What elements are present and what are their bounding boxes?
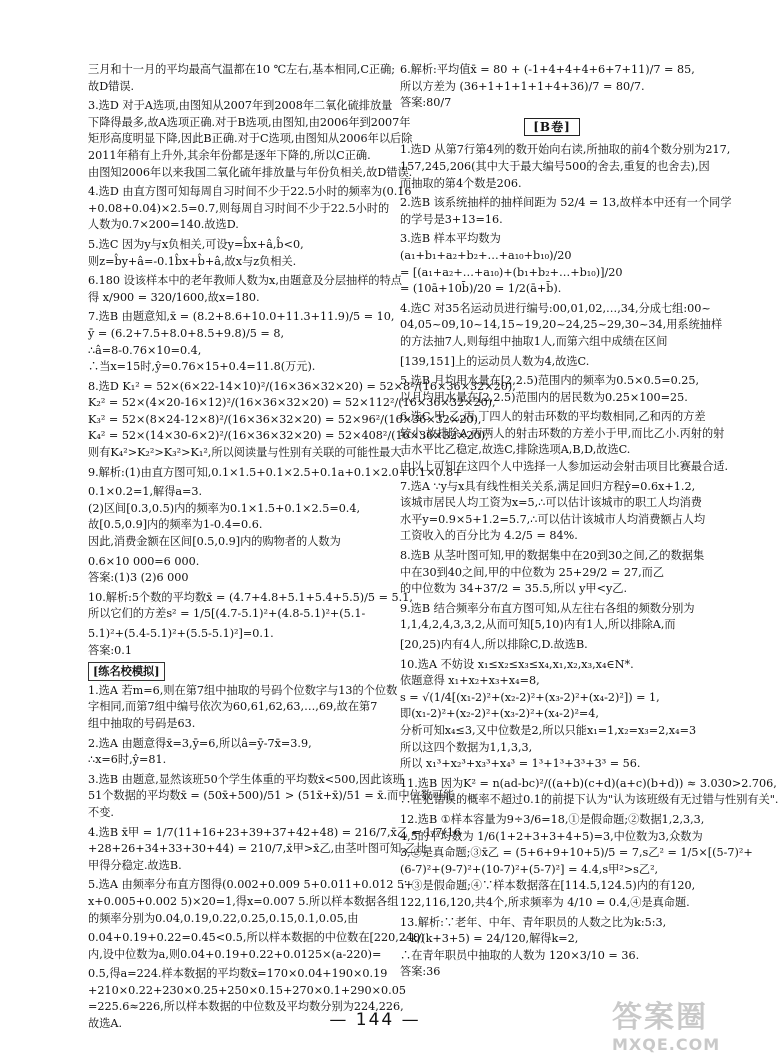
answer-line: 内,设中位数为a,则0.04+0.19+0.22+0.0125×(a-220)= — [88, 947, 382, 961]
answer-line: 答案:(1)3 (2)6 000 — [88, 571, 189, 585]
answer-line: ∴â=8-0.76×10=0.4, — [88, 343, 202, 357]
answer-line: x+0.005+0.002 5)×20=1,得x=0.007 5.所以样本数据各组 — [88, 894, 399, 908]
answer-line: s = √(1/4[(x₁-2)²+(x₂-2)²+(x₃-2)²+(x₄-2)²]) = 1, — [400, 690, 660, 704]
answer-line: 12.选B ①样本容量为9÷3/6=18,①是假命题;②数据1,2,3,3, — [400, 812, 705, 826]
answer-line: [139,151]上的运动员人数为4,故选C. — [400, 354, 590, 368]
answer-line: 3.选D 对于A选项,由图知从2007年到2008年二氧化硫排放量 — [88, 99, 393, 113]
answer-line: 答案:80/7 — [400, 96, 452, 110]
answer-line: 0.1×0.2=1,解得a=3. — [88, 485, 203, 499]
answer-line: 的中位数为 34+37/2 = 35.5,所以 y甲<y乙. — [400, 582, 628, 596]
answer-line: 2.选B 该系统抽样的抽样间距为 52/4 = 13,故样本中还有一个同学 — [400, 196, 732, 210]
page-number: — 144 — — [329, 1010, 421, 1030]
answer-line: +0.08+0.04)×2.5=0.7,则每周自习时间不少于22.5小时的 — [88, 201, 390, 215]
answer-line: 7.选B 由题意知,x̄ = (8.2+8.6+10.0+11.3+11.9)/5 = 10, — [88, 310, 395, 324]
answer-line: 3.选B 由题意,显然该班50个学生体重的平均数x̄<500,因此该班 — [88, 772, 404, 786]
answer-line: 较小,故排除A,丙两人的射击环数的方差小于甲,而比乙小.丙射的射 — [400, 426, 725, 440]
answer-line: 字相同,而第7组中编号依次为60,61,62,63,…,69,故在第7 — [88, 700, 378, 714]
section-heading-mock: [练名校模拟] — [88, 662, 165, 681]
answer-line: 以月均用水量在[2,2.5)范围内的居民数为0.25×100=25. — [400, 390, 688, 404]
right-answers-part2 — [400, 142, 778, 981]
answer-line: 51个数据的平均数x̄ = (50x̄+500)/51 > (51x̄+x̄)/51 = x̄.而中位数可能 — [88, 789, 455, 803]
answer-line: 6.选C 甲,乙,丙,丁四人的射击环数的平均数相同,乙和丙的方差 — [400, 410, 706, 424]
answer-line: 4.选C 对35名运动员进行编号:00,01,02,…,34,分成七组:00~ — [400, 301, 711, 315]
answer-line: K₃² = 52×(8×24-12×8)²/(16×36×32×20) = 52×96²/(16×36×32×20), — [88, 412, 482, 426]
answer-line: 故选A. — [88, 1017, 123, 1031]
answer-line: 3.选B 样本平均数为 — [400, 232, 501, 246]
watermark-line2: MXQE.COM — [612, 1035, 721, 1054]
answer-line: 4.选D 由直方图可知每周自习时间不少于22.5小时的频率为(0.16 — [88, 185, 412, 199]
answer-line: 0.5,得a=224.样本数据的平均数x̄=170×0.04+190×0.19 — [88, 967, 388, 981]
answer-line: =225.6≈226,所以样本数据的中位数及平均数分别为224,226, — [88, 1000, 404, 1014]
answer-line: 的方法抽7人,则每组中抽取1人,而第六组中成绩在区间 — [400, 334, 668, 348]
answer-line: 1.选D 从第7行第4列的数开始向右读,所抽取的前4个数分别为217, — [400, 143, 731, 157]
watermark-logo — [612, 1000, 742, 1058]
answer-line: 则有K₄²>K₂²>K₃²>K₁²,所以阅读量与性别有关联的可能性最大. — [88, 446, 406, 460]
answer-line: (2)区间[0.3,0.5)内的频率为0.1×1.5+0.1×2.5=0.4, — [88, 501, 361, 515]
answer-line: 8.选D K₁² = 52×(6×22-14×10)²/(16×36×32×20) = 52×8²/(16×36×32×20), — [88, 379, 516, 393]
answer-line: 2011年稍有上升外,其余年份都是逐年下降的,所以C正确. — [88, 148, 371, 162]
answer-line: 6.解析:平均值x̄ = 80 + (-1+4+4+4+6+7+11)/7 = 85, — [400, 63, 695, 76]
answer-line: 157,245,206(其中大于最大编号500的舍去,重复的也舍去),因 — [400, 159, 710, 173]
answer-line: 组中抽取的号码是63. — [88, 716, 196, 730]
answer-line: 矩形高度明显下降,因此B正确.对于C选项,由图知从2006年以后除 — [88, 132, 413, 146]
answer-line: ∴在犯错误的概率不超过0.1的前提下认为"认为该班级有无过错与性别有关". — [400, 793, 778, 807]
right-column — [400, 62, 778, 981]
section-heading-b: [B卷] — [524, 118, 580, 137]
answer-line: ∴当x=15时,ŷ=0.76×15+0.4=11.8(万元). — [88, 360, 316, 374]
answer-line: 9.解析:(1)由直方图可知,0.1×1.5+0.1×2.5+0.1a+0.1×2.0+0.1×0.8+ — [88, 465, 463, 479]
answer-line: ∴在青年职员中抽取的人数为 120×3/10 = 36. — [400, 948, 640, 962]
answer-line: 所以方差为 (36+1+1+1+1+4+36)/7 = 80/7. — [400, 79, 645, 93]
answer-line: (6-7)²+(9-7)²+(10-7)²+(5-7)²] = 4.4,s甲²>s乙², — [400, 862, 659, 876]
answer-line: 0.04+0.19+0.22=0.45<0.5,所以样本数据的中位数在[220,240) — [88, 931, 425, 945]
answer-line: 下降得最多,故A选项正确.对于B选项,由图知,由2006年到2007年 — [88, 115, 411, 129]
answer-line: 分析可知x₄≤3,又中位数是2,所以只能x₁=1,x₂=x₃=2,x₄=3 — [400, 723, 697, 737]
answer-line: 所以它们的方差s² = 1/5[(4.7-5.1)²+(4.8-5.1)²+(5.1- — [88, 607, 366, 621]
answer-line: 0.6×10 000=6 000. — [88, 554, 200, 568]
answer-line: K₂² = 52×(4×20-16×12)²/(16×36×32×20) = 52×112²/(16×36×32×20), — [88, 396, 496, 410]
right-answers-part1 — [400, 62, 704, 112]
answer-line: = [(a₁+a₂+…+a₁₀)+(b₁+b₂+…+b₁₀)]/20 — [400, 265, 623, 279]
answer-line: 10.解析:5个数的平均数x̄ = (4.7+4.8+5.1+5.4+5.5)/5 = 5.1, — [88, 590, 413, 604]
answer-line: 答案:36 — [400, 965, 441, 979]
answer-line: 10.选A 不妨设 x₁≤x₂≤x₃≤x₄,x₁,x₂,x₃,x₄∈N*. — [400, 657, 634, 671]
answer-line: 13.解析:∵老年、中年、青年职员的人数之比为k:5:3, — [400, 915, 667, 929]
answer-line: 三月和十一月的平均最高气温都在10 ℃左右,基本相同,C正确; — [88, 63, 396, 76]
answer-line: 则z=b̂y+â=-0.1b̂x+b̂+â,故x与z负相关. — [88, 254, 297, 268]
answer-line: [20,25)内有4人,所以排除C,D.故选B. — [400, 638, 588, 651]
answer-line: 所以 x₁³+x₂³+x₃³+x₄³ = 1³+1³+3³+3³ = 56. — [400, 757, 641, 771]
answer-line: 依题意得 x₁+x₂+x₃+x₄=8, — [400, 674, 540, 688]
answer-line: 击水平比乙稳定,故选C,排除选项A,B,D,故选C. — [400, 443, 631, 457]
answer-line: ∴ k/(k+3+5) = 24/120,解得k=2, — [400, 932, 579, 946]
answer-line: 甲得分稳定.故选B. — [88, 858, 182, 872]
answer-line: 不变. — [88, 805, 114, 819]
answer-line: 故D错误. — [88, 79, 135, 93]
answer-line: 得 x/900 = 320/1600,故x=180. — [88, 290, 260, 304]
answer-line: 122,116,120,共4个,所求频率为 4/10 = 0.4,④是真命题. — [400, 895, 690, 909]
answer-line: 该城市居民人均工资为x=5,∴可以估计该城市的职工人均消费 — [400, 496, 702, 510]
answer-line: +210×0.22+230×0.25+250×0.15+270×0.1+290×0.05 — [88, 983, 406, 997]
answer-line: 水平y=0.9×5+1.2=5.7,∴可以估计该城市人均消费额占人均 — [400, 512, 706, 526]
answer-line: 5.选B 月均用水量在[2,2.5)范围内的频率为0.5×0.5=0.25, — [400, 374, 700, 388]
answer-line: = (10ā+10b̄)/20 = 1/2(ā+b̄). — [400, 282, 562, 296]
answer-line: 故[0.5,0.9]内的频率为1-0.4=0.6. — [88, 518, 263, 532]
answer-line: 而抽取的第4个数是206. — [400, 176, 522, 190]
answer-line: 1.选A 若m=6,则在第7组中抽取的号码个位数字与13的个位数 — [88, 683, 398, 697]
answer-line: 5.选A 由频率分布直方图得(0.002+0.009 5+0.011+0.012 5+ — [88, 878, 414, 892]
answer-line: 4.选B x̄甲 = 1/7(11+16+23+39+37+42+48) = 216/7,x̄乙 = 1/7(16 — [88, 825, 462, 839]
answer-line: 04,05~09,10~14,15~19,20~24,25~29,30~34,用系统抽样 — [400, 318, 723, 332]
answer-line: 的学号是3+13=16. — [400, 212, 503, 226]
answer-line: 6.180 设该样本中的老年教师人数为x,由题意及分层抽样的特点 — [88, 274, 402, 288]
answer-line: 4,5的平均数为 1/6(1+2+3+3+4+5)=3,中位数为3,众数为 — [400, 829, 703, 843]
answer-line: +28+26+34+33+30+44) = 210/7,x̄甲>x̄乙,由茎叶图可知,乙比 — [88, 842, 428, 856]
answer-line: 的频率分别为0.04,0.19,0.22,0.25,0.15,0.1,0.05,由 — [88, 911, 359, 925]
answer-line: (a₁+b₁+a₂+b₂+…+a₁₀+b₁₀)/20 — [400, 248, 572, 262]
answer-line: 3,②是真命题;③x̄乙 = (5+6+9+10+5)/5 = 7,s乙² = 1/5×[(5-7)²+ — [400, 846, 753, 860]
answer-line: ∴③是假命题;④∵样本数据落在[114.5,124.5)内的有120, — [400, 879, 696, 893]
answer-line: 所以这四个数据为1,1,3,3, — [400, 740, 533, 754]
answer-line: 中在30到40之间,甲的中位数为 25+29/2 = 27,而乙 — [400, 565, 665, 579]
answer-line: 5.1)²+(5.4-5.1)²+(5.5-5.1)²]=0.1. — [88, 627, 274, 640]
answer-line: 2.选A 由题意得x̄=3,ȳ=6,所以â=ȳ-7x̄=3.9, — [88, 736, 312, 750]
answer-line: 8.选B 从茎叶图可知,甲的数据集中在20到30之间,乙的数据集 — [400, 549, 705, 563]
answer-line: K₄² = 52×(14×30-6×2)²/(16×36×32×20) = 52×408²/(16×36×32×20), — [88, 429, 489, 443]
answer-line: ȳ = (6.2+7.5+8.0+8.5+9.8)/5 = 8, — [88, 326, 285, 340]
answer-line: 由以上可知在这四个人中选择一人参加运动会射击项目比赛最合适. — [400, 460, 728, 474]
answer-line: 5.选C 因为y与x负相关,可设y=b̂x+â,b̂<0, — [88, 237, 304, 251]
answer-line: 人数为0.7×200=140.故选D. — [88, 218, 239, 232]
answer-line: 工资收入的百分比为 4.2/5 = 84%. — [400, 529, 578, 543]
answer-line: 9.选B 结合频率分布直方图可知,从左往右各组的频数分别为 — [400, 601, 695, 615]
answer-line: 即(x₁-2)²+(x₂-2)²+(x₃-2)²+(x₄-2)²=4, — [400, 707, 599, 721]
answer-line: 1,1,4,2,4,3,3,2,从而可知[5,10)内有1人,所以排除A,而 — [400, 618, 676, 632]
watermark-line1: 答案圈 — [612, 1000, 708, 1035]
answer-line: 11.选B 因为K² = n(ad-bc)²/((a+b)(c+d)(a+c)(b+d)) ≈ 3.030>2.706, — [400, 776, 777, 790]
answer-line: ∴x=6时,ŷ=81. — [88, 753, 167, 767]
answer-line: 答案:0.1 — [88, 643, 132, 657]
answer-line: 因此,消费金额在区间[0.5,0.9]内的购物者的人数为 — [88, 535, 341, 549]
answer-line: 7.选A ∵y与x具有线性相关关系,满足回归方程ŷ=0.6x+1.2, — [400, 479, 696, 493]
answer-line: 由图知2006年以来我国二氧化硫年排放量与年份负相关,故D错误. — [88, 165, 413, 179]
